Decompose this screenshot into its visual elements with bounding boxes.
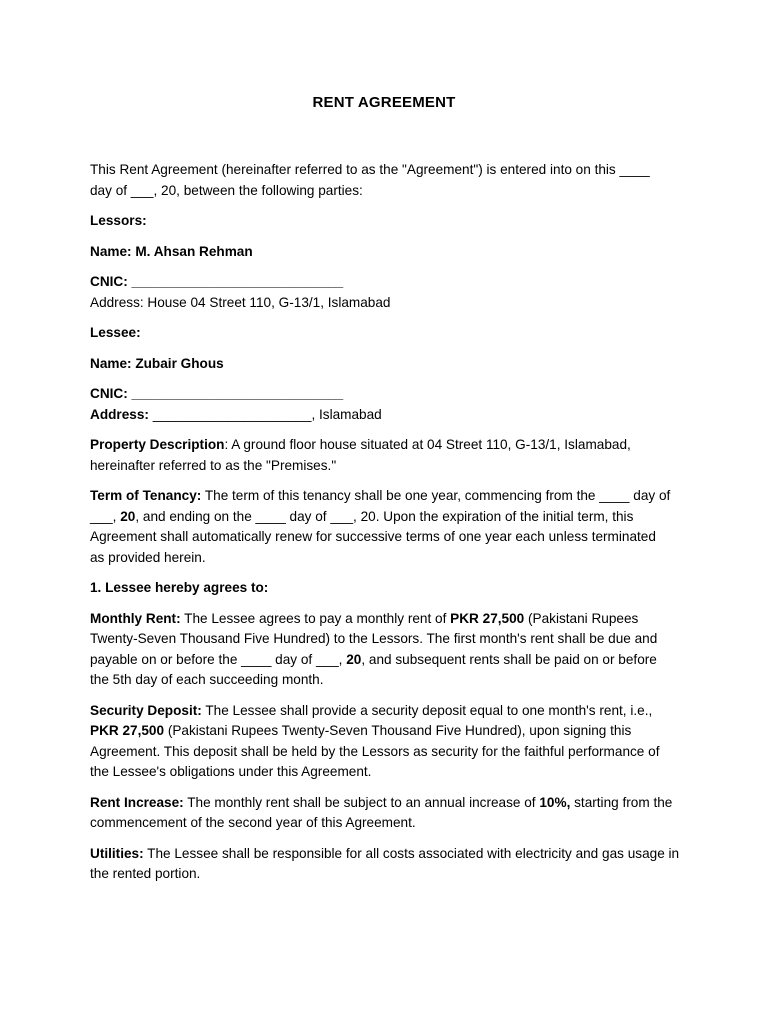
lessee-name: Name: Zubair Ghous [90,355,224,371]
intro-paragraph [90,160,690,201]
monthly-rent: Monthly Rent: The Lessee agrees to pay a monthly rent of PKR 27,500 (Pakistani Rupees Twenty-Seven Thousand Five Hundred) to the Lessors. The first month's rent shall be due and payable on or before the ____ day of ___, 20, and subsequent rents shall be paid on or before the 5th day of each succeeding month. [90,610,658,687]
document-body [90,160,690,895]
lessor-address: Address: House 04 Street 110, G-13/1, Islamabad [90,294,391,310]
utilities: Utilities: The Lessee shall be responsible for all costs associated with electricity and gas usage in the rented portion. [90,845,680,881]
intro-line-2: day of ___, 20, between the following parties: [90,182,363,198]
document-title: RENT AGREEMENT [312,94,456,111]
lessee-address-value: _____________________, Islamabad [148,406,382,422]
intro-line-1: This Rent Agreement (hereinafter referred to as the "Agreement") is entered into on this ____ [90,162,650,177]
property-description: Property Description: A ground floor house situated at 04 Street 110, G-13/1, Islamabad, hereinafter referred to as the "Premises." [90,437,631,473]
deposit-amount: PKR 27,500 [90,723,165,738]
term-label: Term of Tenancy: [90,488,202,503]
increase-percent: 10%, [539,794,571,810]
lessor-cnic-address [90,272,690,313]
utilities-label: Utilities: [90,845,144,861]
lessor-name: Name: M. Ahsan Rehman [90,243,253,259]
lessee-cnic-address [90,384,690,425]
lessee-cnic: CNIC: ____________________________ [90,386,344,401]
term-of-tenancy: Term of Tenancy: The term of this tenancy shall be one year, commencing from the ____ day of ___, 20, and ending on the ____ day of ___, 20. Upon the expiration of the initial term, this Agreement shall automatically renew for successive terms of one year each unless terminated as provided herein. [90,488,671,565]
lessor-cnic: CNIC: ____________________________ [90,274,344,289]
section-1-heading: 1. Lessee hereby agrees to: [90,580,269,595]
rent-increase: Rent Increase: The monthly rent shall be subject to an annual increase of 10%, starting from the commencement of the second year of this Agreement. [90,794,673,830]
security-deposit-label: Security Deposit: [90,702,202,718]
rent-amount: PKR 27,500 [450,610,525,626]
property-label: Property Description [90,437,225,452]
lessors-heading: Lessors: [90,213,147,228]
rent-increase-label: Rent Increase: [90,794,184,810]
lessee-address-label: Address: [90,406,149,422]
monthly-rent-label: Monthly Rent: [90,610,181,626]
security-deposit: Security Deposit: The Lessee shall provide a security deposit equal to one month's rent, i.e., PKR 27,500 (Pakistani Rupees Twenty-Seven Thousand Five Hundred), upon signing this Agreement. This deposit shall be held by the Lessors as security for the faithful performance of the Lessee's obligations under this Agreement. [90,702,660,779]
lessee-heading: Lessee: [90,325,141,340]
